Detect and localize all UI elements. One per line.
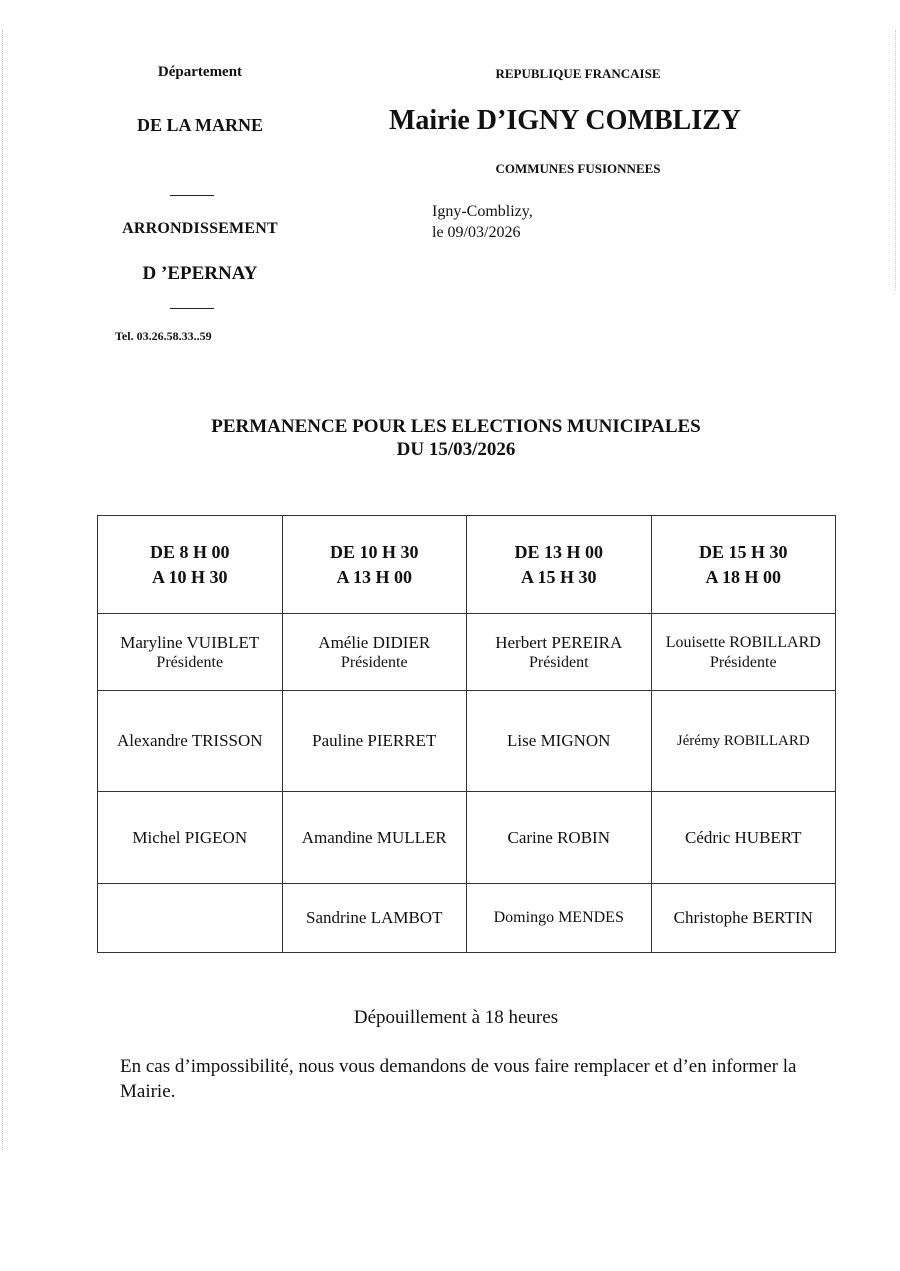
epernay-label: D ’EPERNAY xyxy=(142,263,258,284)
divider-2 xyxy=(170,308,214,309)
table-cell: Pauline PIERRET xyxy=(282,691,467,792)
title-line-2: DU 15/03/2026 xyxy=(396,439,516,460)
title-line-1: PERMANENCE POUR LES ELECTIONS MUNICIPALES xyxy=(211,416,701,437)
scan-edge-right xyxy=(895,30,897,290)
date: le 09/03/2026 xyxy=(432,224,521,241)
table-cell: Lise MIGNON xyxy=(467,691,652,792)
table-cell: Sandrine LAMBOT xyxy=(282,884,467,953)
table-cell: Maryline VUIBLET Présidente xyxy=(98,614,283,691)
table-cell: Herbert PEREIRA Président xyxy=(467,614,652,691)
depouillement-note: Dépouillement à 18 heures xyxy=(353,1007,559,1028)
table-cell: Christophe BERTIN xyxy=(651,884,836,953)
schedule-table xyxy=(97,515,836,953)
column-header: DE 13 H 00 A 15 H 30 xyxy=(467,516,652,614)
replacement-note: En cas d’impossibilité, nous vous demandons de vous faire remplacer et d’en informer la Mairie. xyxy=(120,1056,797,1102)
mairie-title: Mairie D’IGNY COMBLIZY xyxy=(388,105,742,136)
scan-edge-left xyxy=(2,30,4,1150)
column-header: DE 10 H 30 A 13 H 00 xyxy=(282,516,467,614)
table-row xyxy=(98,884,836,953)
table-cell: Cédric HUBERT xyxy=(651,792,836,884)
marne-label: DE LA MARNE xyxy=(136,115,263,135)
telephone: Tel. 03.26.58.33..59 xyxy=(115,329,212,343)
departement-label: Département xyxy=(157,64,243,80)
column-header: DE 8 H 00 A 10 H 30 xyxy=(98,516,283,614)
header-row xyxy=(98,516,836,614)
table-row xyxy=(98,691,836,792)
place-date xyxy=(432,201,533,243)
table-cell: Jérémy ROBILLARD xyxy=(651,691,836,792)
communes-label: COMMUNES FUSIONNEES xyxy=(495,161,661,176)
table-cell: Louisette ROBILLARD Présidente xyxy=(651,614,836,691)
document-title xyxy=(0,415,900,461)
arrondissement-label: ARRONDISSEMENT xyxy=(122,220,278,237)
table-cell: Domingo MENDES xyxy=(467,884,652,953)
republique-label: REPUBLIQUE FRANCAISE xyxy=(495,66,661,81)
column-header: DE 15 H 30 A 18 H 00 xyxy=(651,516,836,614)
divider-1 xyxy=(170,195,214,196)
table-cell: Amélie DIDIER Présidente xyxy=(282,614,467,691)
table-cell: Amandine MULLER xyxy=(282,792,467,884)
president-row xyxy=(98,614,836,691)
table-cell-empty xyxy=(98,884,283,953)
table-row xyxy=(98,792,836,884)
place: Igny-Comblizy, xyxy=(432,203,533,220)
table-cell: Michel PIGEON xyxy=(98,792,283,884)
table-cell: Alexandre TRISSON xyxy=(98,691,283,792)
table-cell: Carine ROBIN xyxy=(467,792,652,884)
